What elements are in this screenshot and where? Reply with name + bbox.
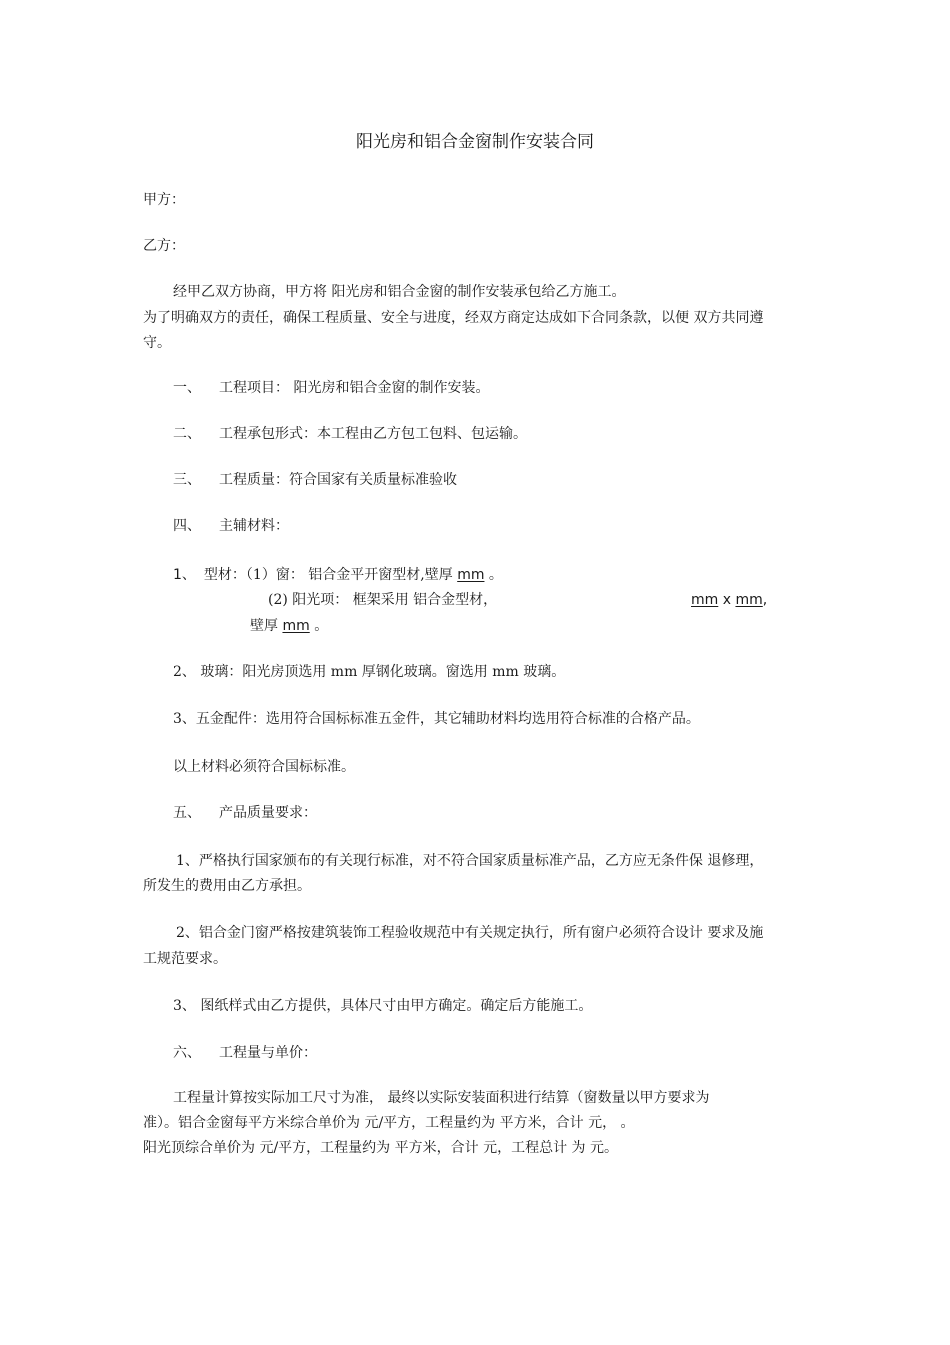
section-1-number: 一、 [173, 380, 201, 396]
material-1-wall-unit: mm [282, 618, 310, 634]
material-1-dim-2: mm [735, 592, 763, 608]
section-6-text: 工程量与单价： [219, 1045, 317, 1061]
section-3-text: 工程质量：符合国家有关质量标准验收 [219, 472, 457, 488]
material-4: 以上材料必须符合国标标准。 [173, 759, 355, 775]
section-1-text: 工程项目： 阳光房和铝合金窗的制作安装。 [219, 380, 490, 396]
intro-line-3: 守。 [143, 335, 171, 351]
material-1-dim-1: mm [691, 592, 719, 608]
material-3: 3、五金配件：选用符合国标标准五金件，其它辅助材料均选用符合标准的合格产品。 [173, 711, 700, 727]
section-2-number: 二、 [173, 426, 201, 442]
section-6-number: 六、 [173, 1045, 201, 1061]
intro-line-2: 为了明确双方的责任，确保工程质量、安全与进度，经双方商定达成如下合同条款，以便 双方共同遵 [143, 310, 764, 326]
material-1-line-3 [250, 619, 328, 633]
material-1-dim-x: x [718, 592, 736, 608]
section-5 [173, 806, 317, 820]
party-a-label: 甲方： [143, 192, 185, 208]
quality-2-line-2: 工规范要求。 [143, 951, 227, 967]
material-2: 2、 玻璃：阳光房顶选用 mm 厚钢化玻璃。窗选用 mm 玻璃。 [173, 664, 566, 680]
material-1-end: 。 [488, 567, 503, 583]
material-1-number: 1、 [173, 567, 196, 583]
pricing-line-3: 阳光顶综合单价为 元/平方，工程量约为 平方米，合计 元，工程总计 为 元。 [143, 1140, 618, 1156]
material-1-unit: mm [457, 567, 485, 583]
material-1-wall-label: 壁厚 [250, 618, 278, 634]
material-1-wall-end: 。 [314, 618, 329, 634]
material-1-text: 型材：（1）窗： 铝合金平开窗型材,壁厚 [203, 567, 453, 583]
section-4-text: 主辅材料： [219, 518, 289, 534]
material-1-line-1 [173, 568, 503, 582]
material-1-dimensions [691, 593, 767, 607]
section-5-number: 五、 [173, 805, 201, 821]
material-1-dim-comma: , [762, 592, 768, 608]
section-3 [173, 473, 457, 487]
section-5-text: 产品质量要求： [219, 805, 317, 821]
party-b-label: 乙方： [143, 238, 185, 254]
section-4 [173, 519, 289, 533]
section-4-number: 四、 [173, 518, 201, 534]
pricing-line-2: 准）。铝合金窗每平方米综合单价为 元/平方，工程量约为 平方米，合计 元， 。 [143, 1115, 635, 1131]
section-2-text: 工程承包形式：本工程由乙方包工包料、包运输。 [219, 426, 527, 442]
page-title: 阳光房和铝合金窗制作安装合同 [356, 132, 594, 152]
section-2 [173, 427, 527, 441]
pricing-line-1: 工程量计算按实际加工尺寸为准， 最终以实际安装面积进行结算（窗数量以甲方要求为 [173, 1090, 710, 1106]
material-1-line-2: (2) 阳光项： 框架采用 铝合金型材， [268, 592, 498, 608]
section-1 [173, 381, 489, 395]
intro-line-1: 经甲乙双方协商，甲方将 阳光房和铝合金窗的制作安装承包给乙方施工。 [173, 284, 626, 300]
section-6 [173, 1046, 317, 1060]
section-3-number: 三、 [173, 472, 201, 488]
quality-2-line-1: 2、铝合金门窗严格按建筑装饰工程验收规范中有关规定执行，所有窗户必须符合设计 要求及施 [176, 925, 764, 941]
quality-3: 3、 图纸样式由乙方提供，具体尺寸由甲方确定。确定后方能施工。 [173, 998, 593, 1014]
quality-1-line-1: 1、严格执行国家颁布的有关现行标准，对不符合国家质量标准产品，乙方应无条件保 退修理， [176, 853, 764, 869]
quality-1-line-2: 所发生的费用由乙方承担。 [143, 878, 311, 894]
